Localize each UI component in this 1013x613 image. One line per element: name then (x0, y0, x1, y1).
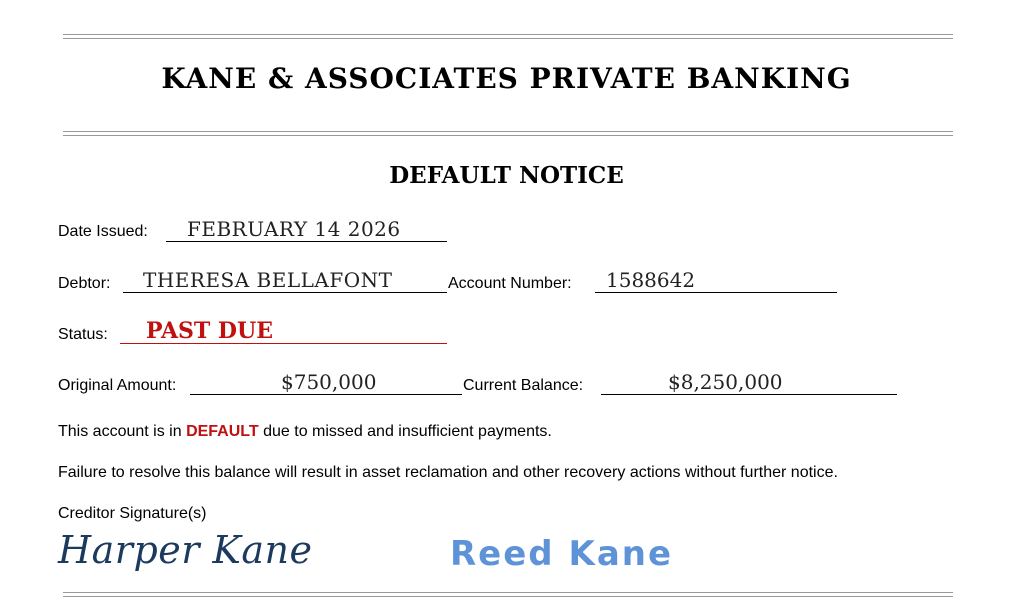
default-statement-before: This account is in (58, 423, 187, 440)
status-label: Status: (58, 326, 108, 343)
account-number-field (595, 268, 837, 293)
default-statement-after: due to missed and insufficient payments. (258, 423, 552, 440)
status-field (120, 319, 447, 344)
notice-title: DEFAULT NOTICE (389, 162, 624, 189)
top-divider (63, 34, 953, 39)
original-amount-value: $750,000 (281, 370, 377, 394)
current-balance-label: Current Balance: (463, 377, 584, 394)
original-amount-label: Original Amount: (58, 377, 177, 394)
signature-label: Creditor Signature(s) (58, 505, 207, 522)
default-statement (58, 423, 552, 441)
debtor-label: Debtor: (58, 275, 111, 292)
date-issued-label: Date Issued: (58, 223, 148, 240)
debtor-field (123, 268, 447, 293)
original-amount-field (190, 370, 462, 395)
account-number-value: 1588642 (606, 268, 696, 292)
default-emphasis: DEFAULT (186, 423, 259, 440)
warning-statement: Failure to resolve this balance will result in asset reclamation and other recovery actions without further notice. (58, 464, 838, 481)
status-value: PAST DUE (146, 318, 273, 344)
signature-harper-kane: Harper Kane (58, 528, 313, 572)
date-issued-field (166, 217, 447, 242)
account-number-label: Account Number: (448, 275, 572, 292)
bank-name-heading: KANE & ASSOCIATES PRIVATE BANKING (161, 62, 852, 95)
bottom-divider (63, 592, 953, 597)
signature-reed-kane: Reed Kane (450, 534, 674, 574)
header-divider (63, 131, 953, 136)
current-balance-value: $8,250,000 (668, 370, 783, 394)
current-balance-field (601, 370, 897, 395)
debtor-value: THERESA BELLAFONT (143, 268, 393, 292)
date-issued-value: FEBRUARY 14 2026 (187, 217, 401, 241)
